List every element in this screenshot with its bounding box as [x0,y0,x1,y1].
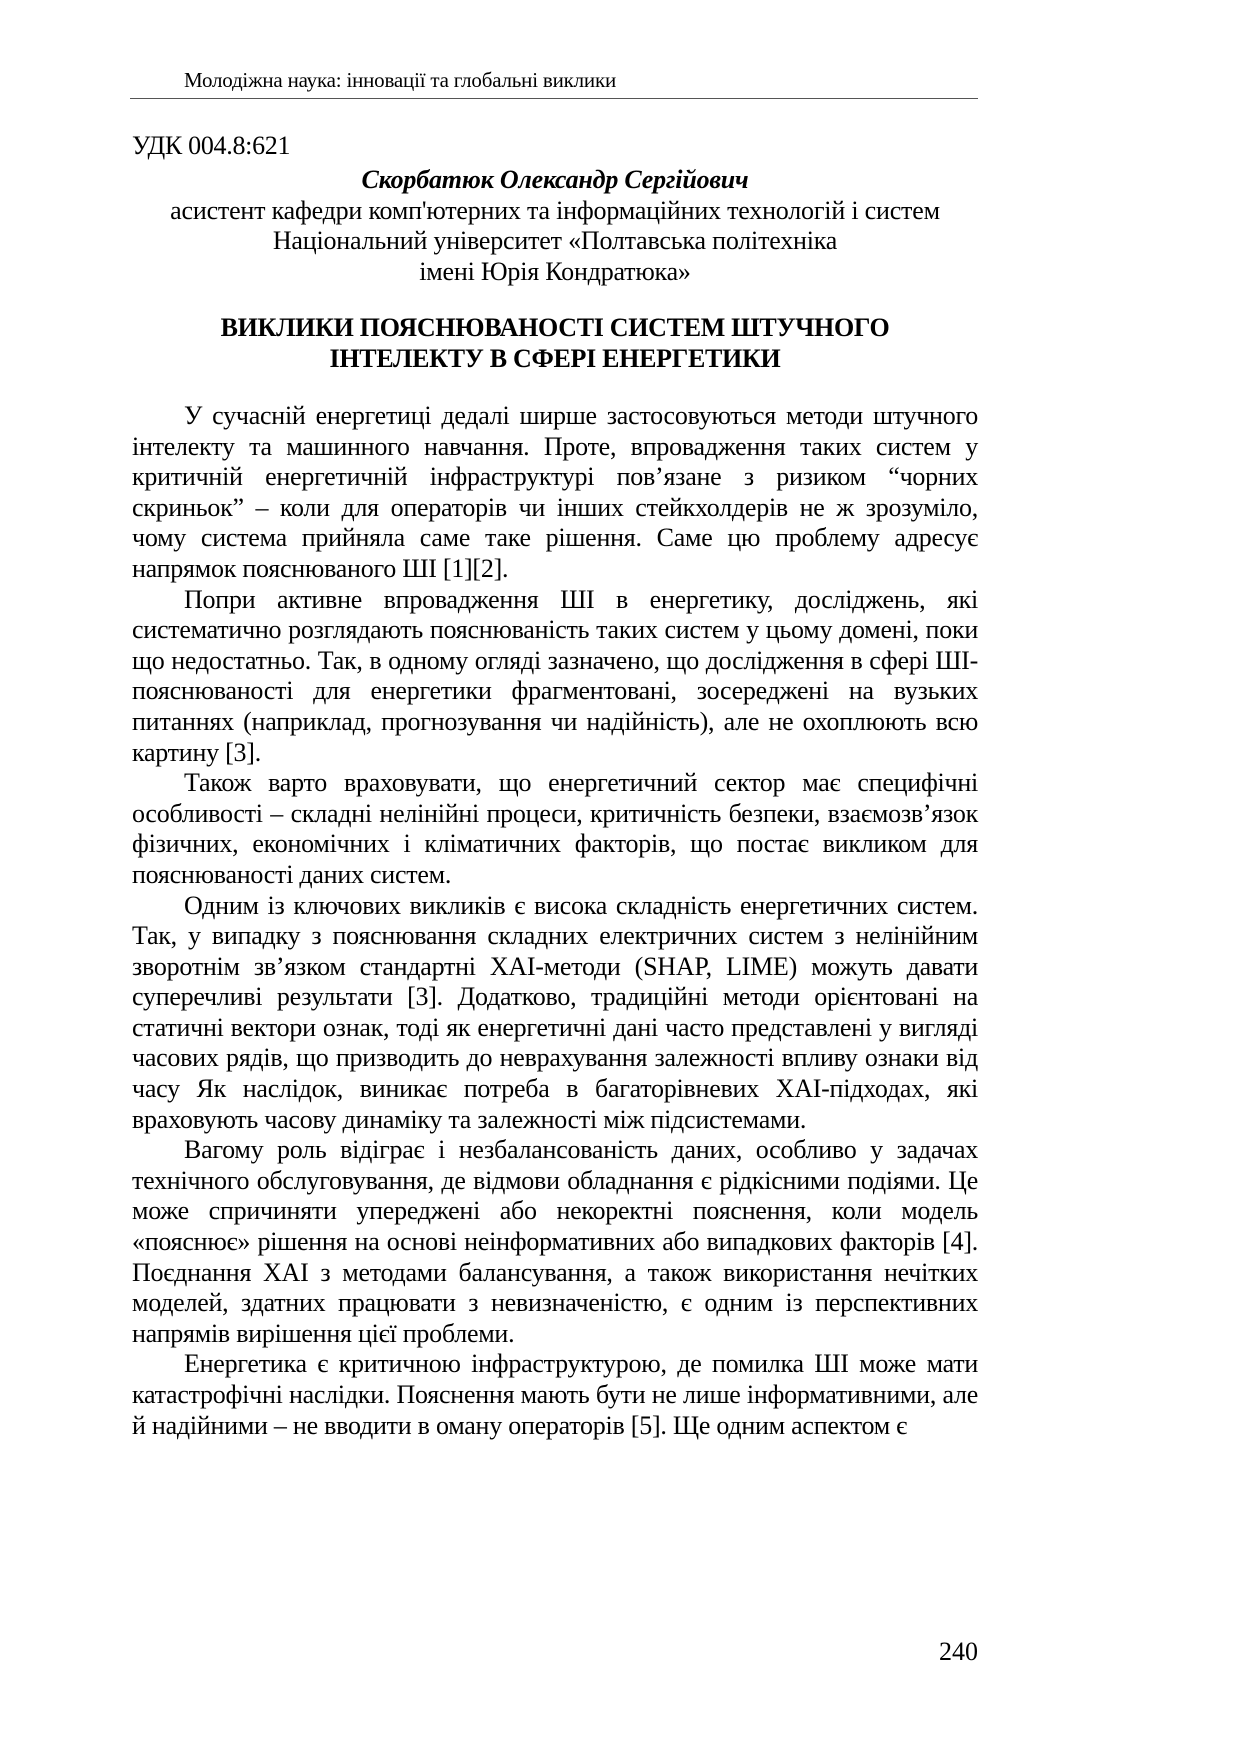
author-position: асистент кафедри комп'ютерних та інформаційних технологій і систем [170,195,940,225]
running-header [130,62,978,99]
article-title-line2: ІНТЕЛЕКТУ В СФЕРІ ЕНЕРГЕТИКИ [329,344,781,373]
udk-code: УДК 004.8:621 [132,131,291,160]
paragraph: Одним із ключових викликів є висока складність енергетичних систем. Так, у випадку з пояснювання складних електричних систем з нелінійним зворотнім зв’язком стандартні XAI-методи (SHAP, LIME) можуть давати суперечливі результати [3]. Додатково, традиційні методи орієнтовані на статичні вектори ознак, тоді як енергетичні дані часто представлені у вигляді часових рядів, що призводить до неврахування залежності впливу ознаки від часу Як наслідок, виникає потреба в багаторівневих XAI-підходах, які враховують часову динаміку та залежності між підсистемами. [132,890,978,1134]
running-header-title: Молодіжна наука: інновації та глобальні виклики [184,68,617,92]
paragraph: У сучасній енергетиці дедалі ширше застосовуються методи штучного інтелекту та машинного навчання. Проте, впровадження таких систем у критичній енергетичній інфраструктурі пов’язане з ризиком “чорних скриньок” – коли для операторів чи інших стейкхолдерів не ж зрозуміло, чому система прийняла саме таке рішення. Саме цю проблему адресує напрямок пояснюваного ШІ [1][2]. [132,401,978,583]
author-name: Скорбатюк Олександр Сергійович [361,165,749,194]
author-affiliation-line2: імені Юрія Кондратюка» [419,256,691,286]
paragraph: Вагому роль відіграє і незбалансованість даних, особливо у задачах технічного обслуговування, де відмови обладнання є рідкісними подіями. Це може спричиняти упереджені або некоректні пояснення, коли модель «пояснює» рішення на основі неінформативних або випадкових факторів [4]. Поєднання XAI з методами балансування, а також використання нечітких моделей, здатних працювати з невизначеністю, є одним із перспективних напрямів вирішення цієї проблеми. [132,1135,978,1348]
paragraph: Попри активне впровадження ШІ в енергетику, досліджень, які систематично розглядають пояснюваність таких систем у цьому домені, поки що недостатньо. Так, в одному огляді зазначено, що дослідження в сфері ШІ-пояснюваності для енергетики фрагментовані, зосереджені на вузьких питаннях (наприклад, прогнозування чи надійність), але не охоплюють всю картину [3]. [132,584,978,767]
author-block [132,165,978,287]
author-affiliation-line1: Національний університет «Полтавська політехніка [272,226,838,255]
article-title-line1: ВИКЛИКИ ПОЯСНЮВАНОСТІ СИСТЕМ ШТУЧНОГО [220,313,890,342]
article-title [132,312,978,374]
paragraph: Енергетика є критичною інфраструктурою, де помилка ШІ може мати катастрофічні наслідки. Пояснення мають бути не лише інформативними, але й надійними – не вводити в оману операторів [5]. Ще одним аспектом є [132,1349,978,1440]
article-body [132,401,978,1441]
page-number: 240 [939,1637,978,1666]
paragraph: Також варто враховувати, що енергетичний сектор має специфічні особливості – складні нелінійні процеси, критичність безпеки, взаємозв’язок фізичних, економічних і кліматичних факторів, що постає викликом для пояснюваності даних систем. [132,768,978,889]
